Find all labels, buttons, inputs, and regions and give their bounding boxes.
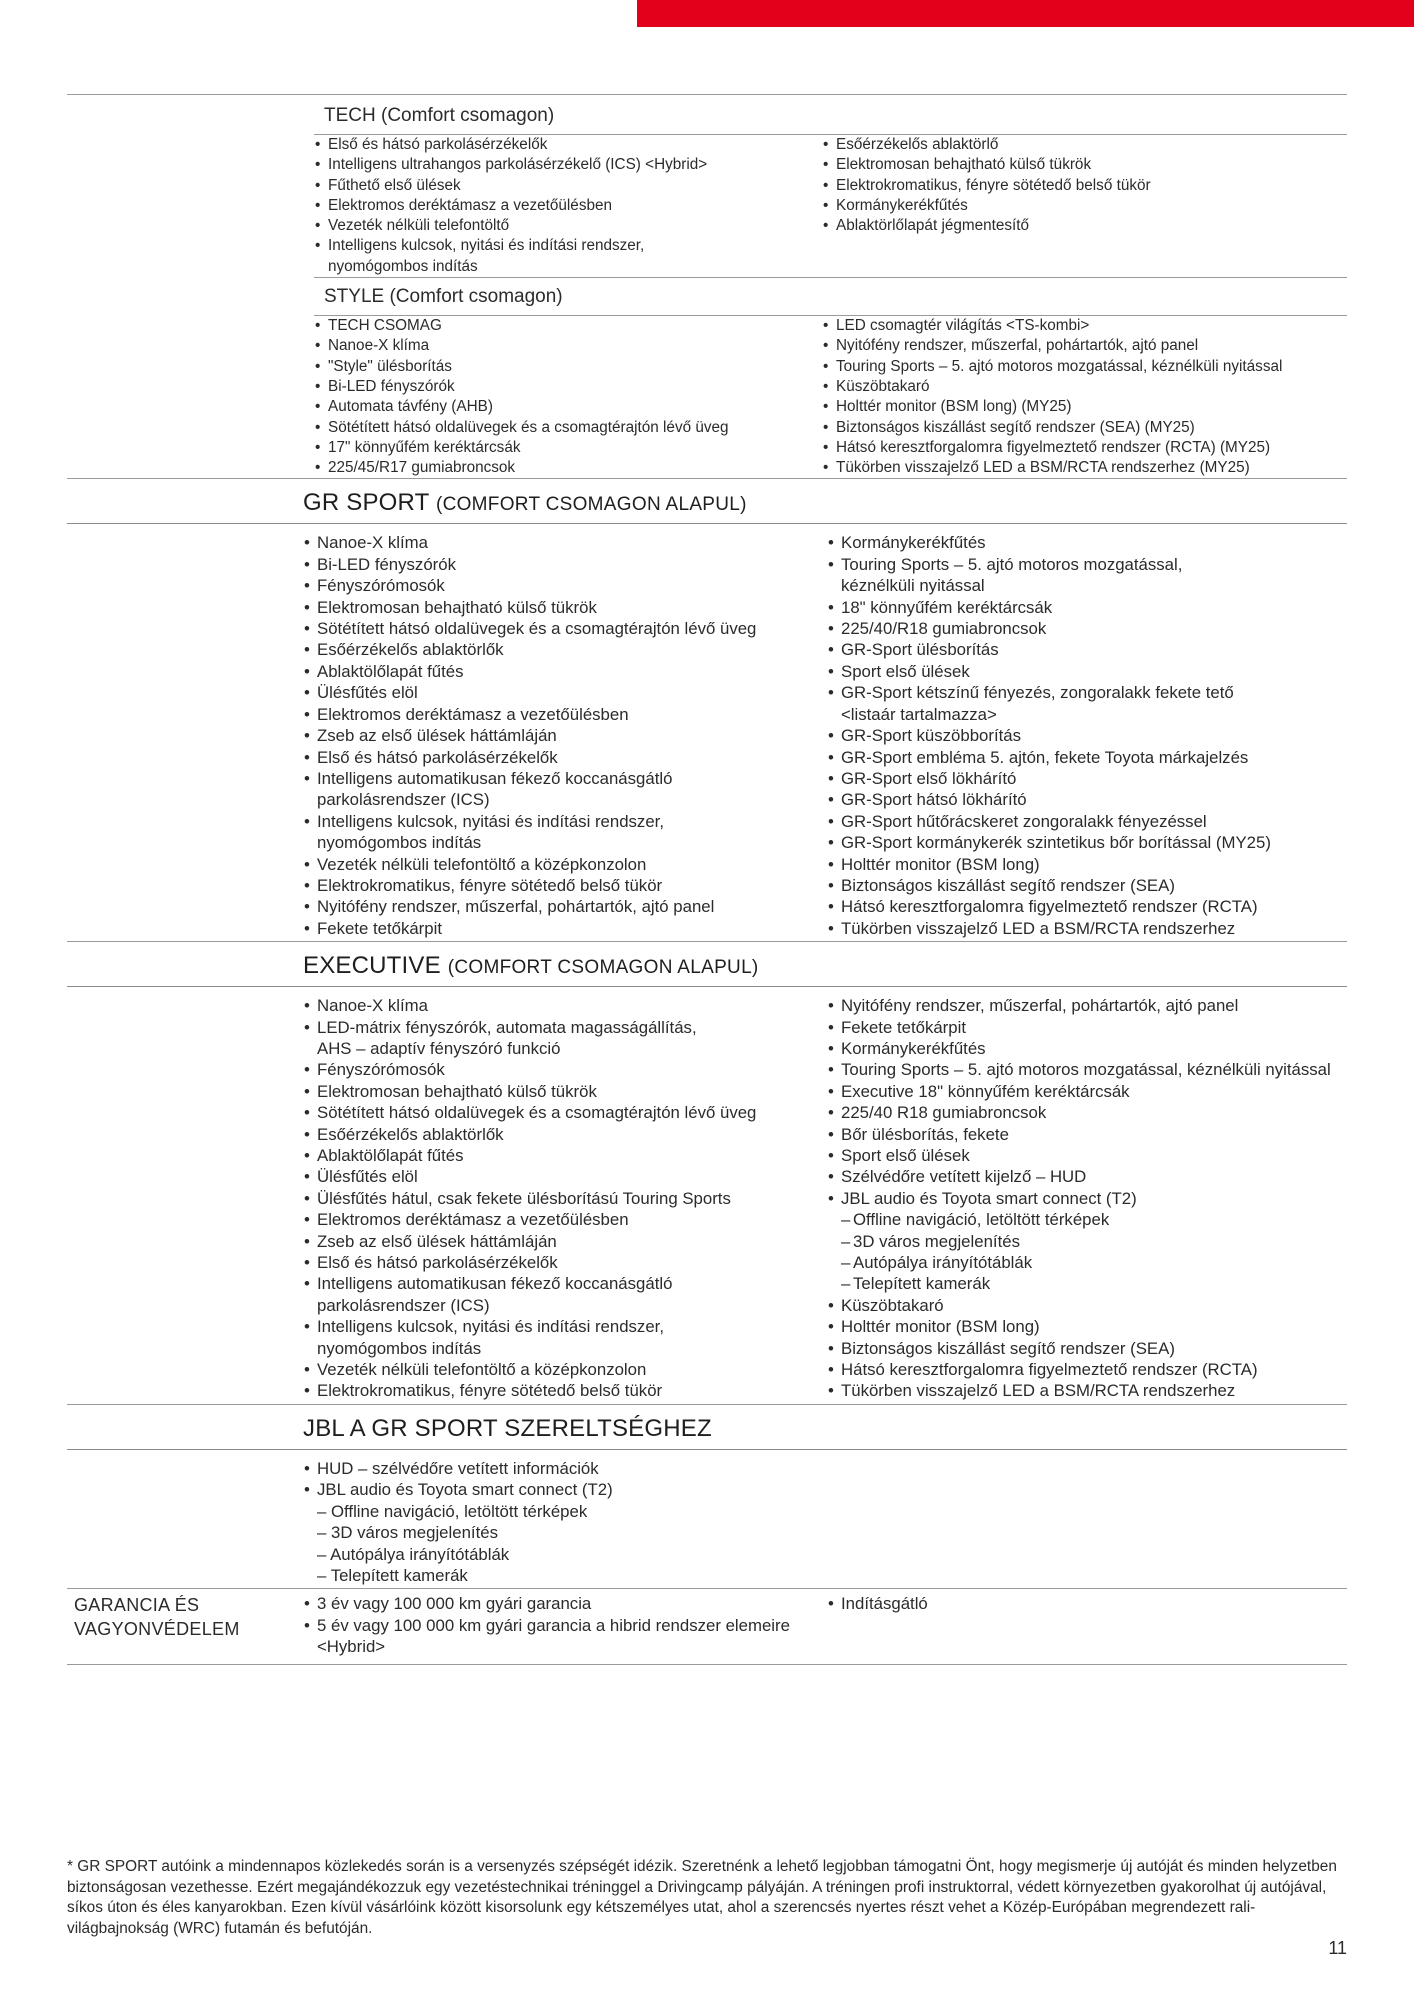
executive-title-main: EXECUTIVE [303,952,441,980]
list-item: • Tükörben visszajelző LED a BSM/RCTA rendszerhez (MY25) [822,458,1347,478]
list-item: • Sötétített hátsó oldalüvegek és a csomagtérajtón lévő üveg [303,1102,827,1123]
gr-sport-title [67,479,1347,523]
list-item: • 225/40/R18 gumiabroncsok [827,618,1347,639]
list-item: • GR-Sport kormánykerék szintetikus bőr borítással (MY25) [827,832,1347,853]
list-item: – Telepített kamerák [317,1565,468,1585]
list-item: • Biztonságos kiszállást segítő rendszer (SEA) (MY25) [822,418,1347,438]
list-item: • Intelligens kulcsok, nyitási és indítási rendszer, [314,236,822,256]
list-item: • GR-Sport ülésborítás [827,639,1347,660]
list-item: • Küszöbtakaró [822,377,1347,397]
list-item: • Sötétített hátsó oldalüvegek és a csomagtérajtón lévő üveg [314,418,822,438]
executive-left-list [303,987,827,1404]
list-item: • Holttér monitor (BSM long) [827,854,1347,875]
list-item: parkolásrendszer (ICS) [317,790,490,810]
tech-right-list [822,135,1347,236]
style-title: STYLE (Comfort csomagon) [324,286,563,308]
list-item: • Ablaktölőlapát fűtés [303,1145,827,1166]
list-item: • Elektromos deréktámasz a vezetőülésben [314,196,822,216]
list-item: • LED-mátrix fényszórók, automata magasságállítás, [303,1017,827,1038]
garancia-label-line1: GARANCIA ÉS [74,1595,200,1616]
list-item: • Biztonságos kiszállást segítő rendszer (SEA) [827,875,1347,896]
list-item: • Holttér monitor (BSM long) (MY25) [822,397,1347,417]
list-item: • Intelligens kulcsok, nyitási és indítási rendszer, [303,811,827,832]
list-item: • Elektromos deréktámasz a vezetőülésben [303,704,827,725]
list-item: • GR-Sport hátsó lökhárító [827,789,1347,810]
style-left-list [314,316,822,478]
list-item: • Nanoe-X klíma [314,336,822,356]
list-item: • "Style" ülésborítás [314,357,822,377]
list-item: • Küszöbtakaró [827,1295,1347,1316]
list-item: • Fűthető első ülések [314,176,822,196]
executive-body [67,986,1347,1404]
gr-sport-body [67,523,1347,941]
list-item: • Fényszórómosók [303,1059,827,1080]
gr-sport-title-sub: (COMFORT CSOMAGON ALAPUL) [435,494,747,516]
list-item: • GR-Sport kétszínű fényezés, zongoralakk fekete tető [827,682,1347,703]
list-item: • Elektrokromatikus, fényre sötétedő belső tükör [303,875,827,896]
list-item: • Hátsó keresztforgalomra figyelmeztető rendszer (RCTA) [827,896,1347,917]
list-item: • Nyitófény rendszer, műszerfal, pohártartók, ajtó panel [303,896,827,917]
list-item: • Touring Sports – 5. ajtó motoros mozgatással, kéznélküli nyitással [822,357,1347,377]
list-item: <listaár tartalmazza> [841,704,997,724]
list-item: • GR-Sport első lökhárító [827,768,1347,789]
executive-title-sub: (COMFORT CSOMAGON ALAPUL) [447,957,759,979]
list-item: • 225/40 R18 gumiabroncsok [827,1102,1347,1123]
tech-title: TECH (Comfort csomagon) [324,105,555,126]
list-item: <Hybrid> [317,1637,386,1657]
list-item: • Fekete tetőkárpit [303,918,827,939]
list-item: • 3 év vagy 100 000 km gyári garancia [303,1593,827,1614]
garancia-left-list [303,1589,827,1657]
list-item: • 5 év vagy 100 000 km gyári garancia a hibrid rendszer elemeire [303,1615,827,1636]
list-item: • JBL audio és Toyota smart connect (T2) [303,1479,827,1500]
list-item: • Elektrokromatikus, fényre sötétedő belső tükör [822,176,1347,196]
list-item: • GR-Sport küszöbborítás [827,725,1347,746]
list-item: • Intelligens automatikusan fékező koccanásgátló [303,1273,827,1294]
list-item: • Első és hátsó parkolásérzékelők [314,135,822,155]
list-item: • Esőérzékelős ablaktörlők [303,1124,827,1145]
list-item: • Sötétített hátsó oldalüvegek és a csomagtérajtón lévő üveg [303,618,827,639]
gr-sport-left-list [303,524,827,941]
brand-red-bar [637,0,1414,27]
list-item: • Fényszórómosók [303,575,827,596]
list-item: • Elektromosan behajtható külső tükrök [303,1081,827,1102]
list-item: • Tükörben visszajelző LED a BSM/RCTA rendszerhez [827,1380,1347,1401]
executive-right-list [827,987,1347,1404]
list-item: • Nyitófény rendszer, műszerfal, pohártartók, ajtó panel [827,995,1347,1016]
gr-sport-title-main: GR SPORT [303,489,430,517]
list-item: • JBL audio és Toyota smart connect (T2) [827,1188,1347,1209]
list-item: • Sport első ülések [827,661,1347,682]
list-item: • Esőérzékelős ablaktörlő [822,135,1347,155]
jbl-body [67,1449,1347,1588]
list-item: • Elektromos deréktámasz a vezetőülésben [303,1209,827,1230]
list-item: parkolásrendszer (ICS) [317,1295,490,1315]
list-item: • Bőr ülésborítás, fekete [827,1124,1347,1145]
list-item: • Elektromosan behajtható külső tükrök [822,155,1347,175]
list-item: – Autópálya irányítótáblák [317,1544,510,1564]
list-item: – Offline navigáció, letöltött térképek [827,1209,1347,1230]
garancia-right-list [827,1589,1347,1614]
list-item: nyomógombos indítás [317,833,482,853]
list-item: • Kormánykerékfűtés [827,532,1347,553]
list-item: • Bi-LED fényszórók [314,377,822,397]
jbl-title: JBL A GR SPORT SZERELTSÉGHEZ [303,1414,712,1442]
list-item: • GR-Sport hűtőrácskeret zongoralakk fényezéssel [827,811,1347,832]
list-item: • Tükörben visszajelző LED a BSM/RCTA rendszerhez [827,918,1347,939]
list-item: • Kormánykerékfűtés [827,1038,1347,1059]
list-item: • Intelligens ultrahangos parkolásérzékelő (ICS) <Hybrid> [314,155,822,175]
list-item: nyomógombos indítás [317,1338,482,1358]
list-item: • 225/45/R17 gumiabroncsok [314,458,822,478]
list-item: • Elektromosan behajtható külső tükrök [303,597,827,618]
garancia-row [67,1589,1347,1657]
list-item: • Nanoe-X klíma [303,995,827,1016]
list-item: • Első és hátsó parkolásérzékelők [303,747,827,768]
list-item: • Zseb az első ülések háttámláján [303,1231,827,1252]
jbl-left-list [303,1450,827,1588]
style-body [314,315,1347,478]
list-item: • Executive 18" könnyűfém keréktárcsák [827,1081,1347,1102]
list-item: • Első és hátsó parkolásérzékelők [303,1252,827,1273]
list-item: • Holttér monitor (BSM long) [827,1316,1347,1337]
footnote: * GR SPORT autóink a mindennapos közlekedés során is a versenyzés szépségét idézik. Szeretnénk a lehető legjobban támogatni Önt, hogy megismerje új autóját és minden helyzetben biztonságosan vezethesse. Ezért megajándékozzuk egy vezetéstechnikai tréninggel a Drivingcamp pályáján. A tréningen profi instruktorral, védett környezetben gyakorolhat új autójával, síkos úton és éles kanyarokban. Ezen kívül vásárlóink között kisorsolunk egy kétszemélyes utat, ahol a szerencsés nyertes részt vehet a Közép-Európában megrendezett rali-világbajnokság (WRC) futamán és befutóján. [67,1858,1337,1937]
list-item: • GR-Sport embléma 5. ajtón, fekete Toyota márkajelzés [827,747,1347,768]
executive-title [67,942,1347,986]
list-item: nyomógombos indítás [328,257,478,275]
page-number: 11 [1328,1938,1347,1958]
list-item: • Ülésfűtés hátul, csak fekete ülésborítású Touring Sports [303,1188,827,1209]
list-item: • 17" könnyűfém keréktárcsák [314,438,822,458]
tech-body [314,134,1347,277]
list-item: • Sport első ülések [827,1145,1347,1166]
list-item: • Nyitófény rendszer, műszerfal, pohártartók, ajtó panel [822,336,1347,356]
list-item: • Intelligens kulcsok, nyitási és indítási rendszer, [303,1316,827,1337]
bottom-rule [67,1664,1347,1665]
list-item: • Indításgátló [827,1593,1347,1614]
list-item: • Automata távfény (AHB) [314,397,822,417]
list-item: • Ülésfűtés elöl [303,682,827,703]
list-item: • HUD – szélvédőre vetített információk [303,1458,827,1479]
list-item: AHS – adaptív fényszóró funkció [317,1038,561,1058]
list-item: – Telepített kamerák [827,1273,1347,1294]
list-item: – Offline navigáció, letöltött térképek [317,1501,588,1521]
list-item: • LED csomagtér világítás <TS-kombi> [822,316,1347,336]
spec-table [67,94,1347,1665]
list-item: • Esőérzékelős ablaktörlők [303,639,827,660]
list-item: • Intelligens automatikusan fékező koccanásgátló [303,768,827,789]
list-item: • TECH CSOMAG [314,316,822,336]
list-item: • Ablaktölőlapát fűtés [303,661,827,682]
list-item: • Touring Sports – 5. ajtó motoros mozgatással, kéznélküli nyitással [827,1059,1347,1080]
gr-sport-right-list [827,524,1347,941]
list-item: • Touring Sports – 5. ajtó motoros mozgatással, [827,554,1347,575]
list-item: • Hátsó keresztforgalomra figyelmeztető rendszer (RCTA) (MY25) [822,438,1347,458]
garancia-label [67,1589,303,1657]
list-item: kéznélküli nyitással [841,576,985,596]
list-item: • Fekete tetőkárpit [827,1017,1347,1038]
list-item: – 3D város megjelenítés [827,1231,1347,1252]
list-item: • Ablaktörlőlapát jégmentesítő [822,216,1347,236]
list-item: • Zseb az első ülések háttámláján [303,725,827,746]
list-item: • Nanoe-X klíma [303,532,827,553]
tech-left-list [314,135,822,277]
style-right-list [822,316,1347,478]
list-item: • Vezeték nélküli telefontöltő a középkonzolon [303,854,827,875]
list-item: • Kormánykerékfűtés [822,196,1347,216]
list-item: – 3D város megjelenítés [317,1523,498,1543]
list-item: • 18" könnyűfém keréktárcsák [827,597,1347,618]
list-item: – Autópálya irányítótáblák [827,1252,1347,1273]
list-item: • Biztonságos kiszállást segítő rendszer (SEA) [827,1338,1347,1359]
list-item: • Elektrokromatikus, fényre sötétedő belső tükör [303,1380,827,1401]
list-item: • Hátsó keresztforgalomra figyelmeztető rendszer (RCTA) [827,1359,1347,1380]
list-item: • Szélvédőre vetített kijelző – HUD [827,1166,1347,1187]
list-item: • Bi-LED fényszórók [303,554,827,575]
list-item: • Vezeték nélküli telefontöltő [314,216,822,236]
garancia-label-line2: VAGYONVÉDELEM [74,1619,240,1640]
list-item: • Ülésfűtés elöl [303,1166,827,1187]
list-item: • Vezeték nélküli telefontöltő a középkonzolon [303,1359,827,1380]
